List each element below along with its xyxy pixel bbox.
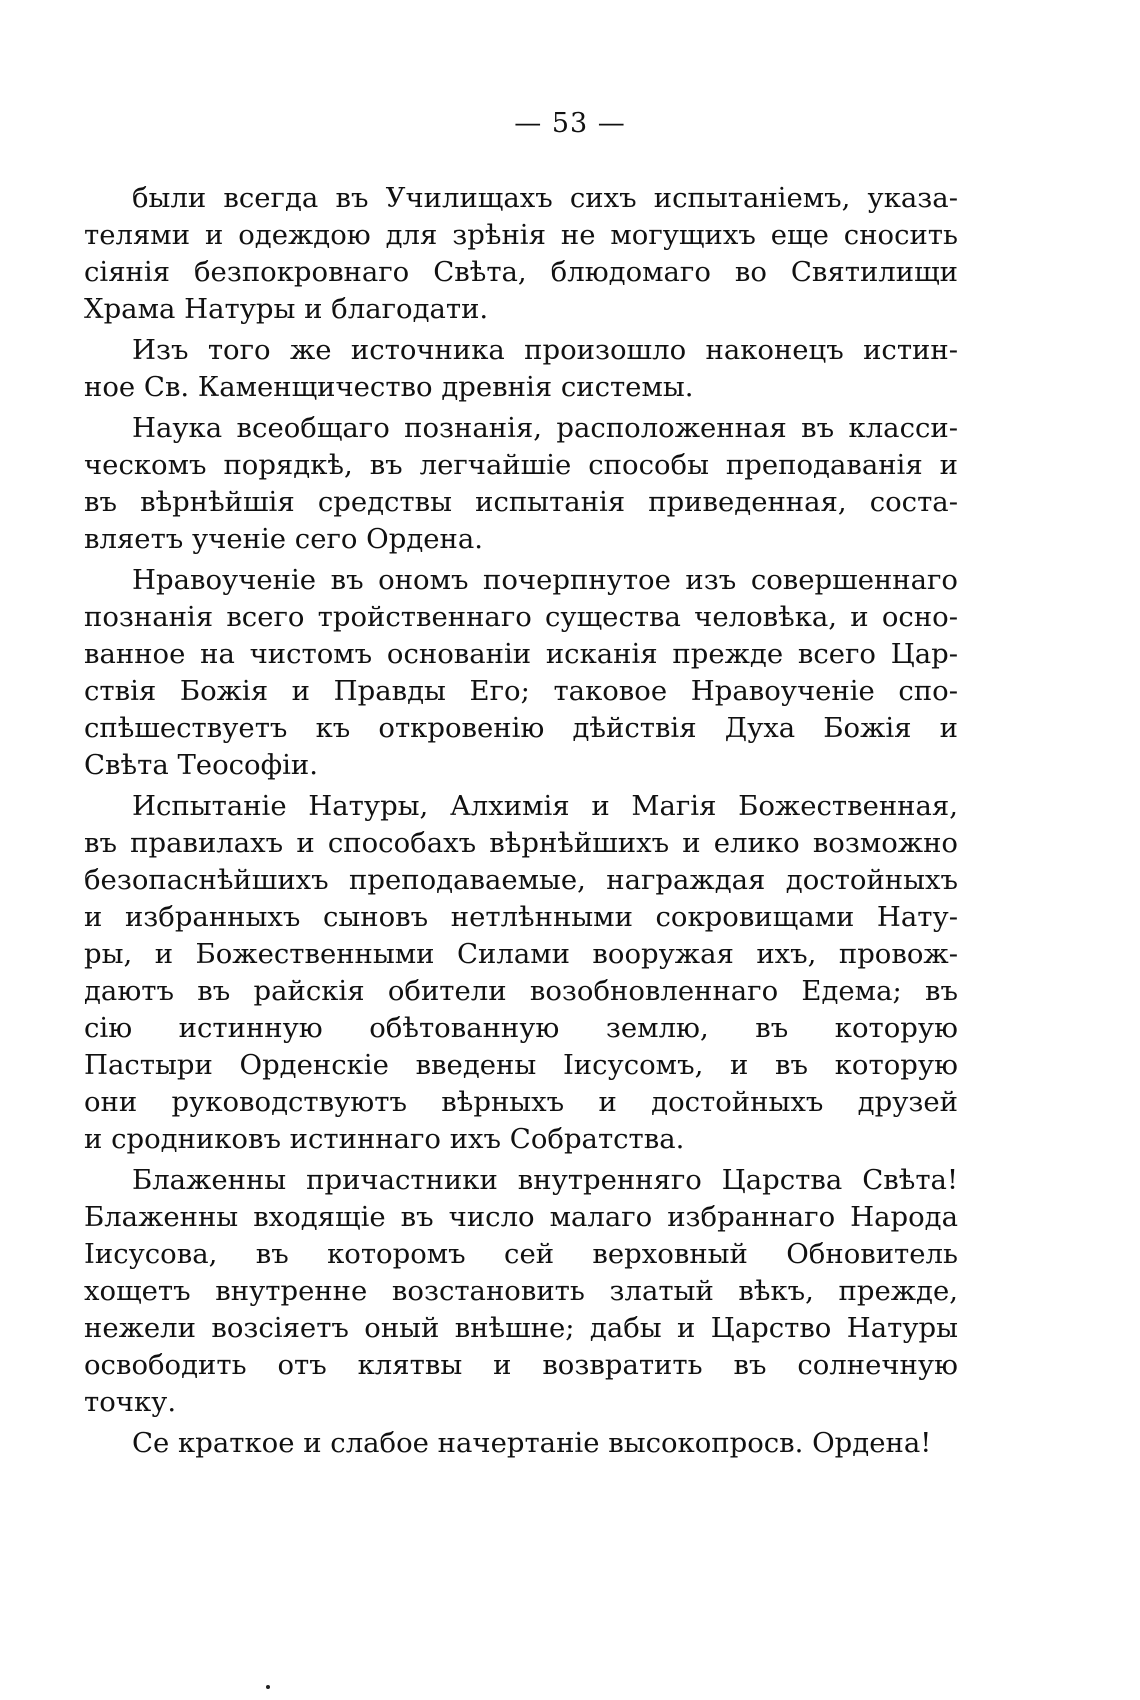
paragraph	[84, 788, 958, 1158]
paragraph	[84, 1425, 958, 1462]
text-line: даютъ въ райскія обители возобновленнаго Едема; въ	[84, 975, 958, 1007]
text-line: и избранныхъ сыновъ нетлѣнными сокровищами Нату-	[84, 901, 958, 933]
text-line: Наука всеобщаго познанія, расположенная въ класси-	[132, 412, 958, 444]
text-line: вляетъ ученіе сего Ордена.	[84, 523, 484, 555]
text-line: ное Св. Каменщичество древнія системы.	[84, 371, 694, 403]
print-speck	[266, 1685, 270, 1689]
page-number: — 53 —	[514, 108, 626, 139]
text-line: въ правилахъ и способахъ вѣрнѣйшихъ и елико возможно	[84, 827, 958, 859]
text-line: сіянія безпокровнаго Свѣта, блюдомаго во Святилищи	[84, 256, 958, 288]
text-line: Се краткое и слабое начертаніе высокопросв. Ордена!	[132, 1427, 932, 1459]
text-line: познанія всего тройственнаго существа человѣка, и осно-	[84, 601, 958, 633]
text-line: Испытаніе Натуры, Алхимія и Магія Божественная,	[132, 790, 958, 822]
paragraph	[84, 562, 958, 784]
text-line: точку.	[84, 1386, 177, 1418]
text-line: они руководствуютъ вѣрныхъ и достойныхъ друзей	[84, 1086, 958, 1118]
text-line: телями и одеждою для зрѣнія не могущихъ еще сносить	[84, 219, 958, 251]
text-line: Нравоученіе въ ономъ почерпнутое изъ совершеннаго	[132, 564, 958, 596]
text-line: безопаснѣйшихъ преподаваемые, награждая достойныхъ	[84, 864, 958, 896]
text-line: ческомъ порядкѣ, въ легчайшіе способы преподаванія и	[84, 449, 958, 481]
text-line: Блаженны причастники внутренняго Царства Свѣта!	[132, 1164, 958, 1196]
text-line: ры, и Божественными Силами вооружая ихъ, провож-	[84, 938, 958, 970]
paragraph	[84, 180, 958, 328]
text-line: и сродниковъ истиннаго ихъ Собратства.	[84, 1123, 685, 1155]
text-line: Храма Натуры и благодати.	[84, 293, 489, 325]
text-line: нежели возсіяетъ оный внѣшне; дабы и Царство Натуры	[84, 1312, 958, 1344]
text-line: были всегда въ Училищахъ сихъ испытаніемъ, указа-	[132, 182, 958, 214]
paragraph	[84, 1162, 958, 1421]
text-line: Пастыри Орденскіе введены Іисусомъ, и въ которую	[84, 1049, 958, 1081]
paragraph	[84, 410, 958, 558]
text-line: хощетъ внутренне возстановить златый вѣкъ, прежде,	[84, 1275, 958, 1307]
text-line: Изъ того же источника произошло наконецъ истин-	[132, 334, 958, 366]
text-line: ванное на чистомъ основаніи исканія прежде всего Цар-	[84, 638, 958, 670]
text-line: Іисусова, въ которомъ сей верховный Обновитель	[84, 1238, 958, 1270]
body-text	[84, 180, 958, 1466]
text-line: Блаженны входящіе въ число малаго избраннаго Народа	[84, 1201, 958, 1233]
text-line: въ вѣрнѣйшія средствы испытанія приведенная, соста-	[84, 486, 958, 518]
text-line: Свѣта Теософіи.	[84, 749, 318, 781]
text-line: сію истинную обѣтованную землю, въ которую	[84, 1012, 958, 1044]
text-line: спѣшествуетъ къ откровенію дѣйствія Духа Божія и	[84, 712, 958, 744]
paragraph	[84, 332, 958, 406]
text-line: ствія Божія и Правды Его; таковое Нравоученіе спо-	[84, 675, 958, 707]
text-line: освободить отъ клятвы и возвратить въ солнечную	[84, 1349, 958, 1381]
